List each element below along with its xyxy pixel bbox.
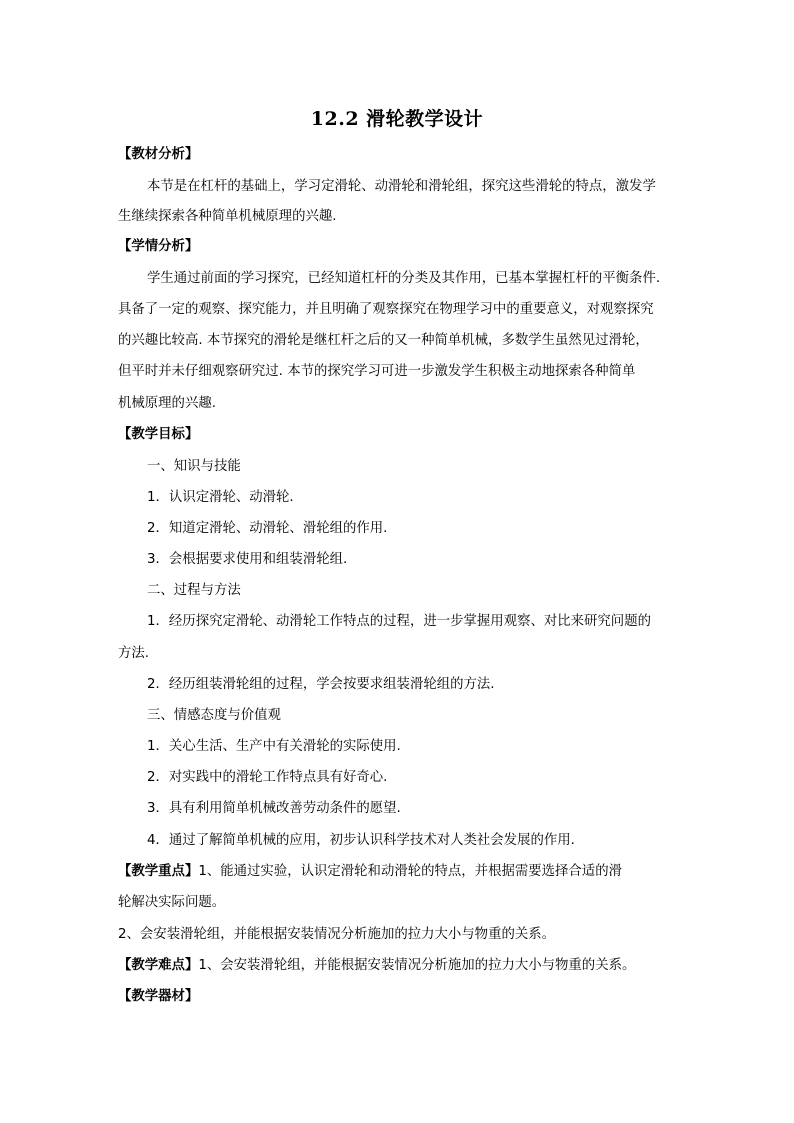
paragraph-line: 本节是在杠杆的基础上，学习定滑轮、动滑轮和滑轮组，探究这些滑轮的特点，激发学 [147,179,656,194]
paragraph-line: 2、会安装滑轮组，并能根据安装情况分析施加的拉力大小与物重的关系。 [118,927,556,942]
section-heading-equipment: 【教学器材】 [118,989,199,1004]
paragraph-line: 生继续探索各种简单机械原理的兴趣. [118,209,337,224]
objective-item: 3．会根据要求使用和组装滑轮组. [147,552,348,567]
paragraph-line: 具备了一定的观察、探究能力，并且明确了观察探究在物理学习中的重要意义，对观察探究 [118,302,654,317]
page-title: 12.2 滑轮教学设计 [310,108,484,130]
objective-item: 1．经历探究定滑轮、动滑轮工作特点的过程，进一步掌握用观察、对比来研究问题的 [147,614,651,629]
paragraph-line: 的兴趣比较高. 本节探究的滑轮是继杠杆之后的又一种简单机械，多数学生虽然见过滑轮， [118,333,649,348]
section-heading-key-points: 【教学重点】 [118,864,199,879]
objective-item: 2．经历组装滑轮组的过程，学会按要求组装滑轮组的方法. [147,677,495,692]
section-heading-objectives: 【教学目标】 [118,427,199,442]
paragraph-line: 轮解决实际问题。 [118,895,226,910]
objective-item: 1．认识定滑轮、动滑轮. [147,490,294,505]
objective-item: 2．知道定滑轮、动滑轮、滑轮组的作用. [147,521,388,536]
section-heading-difficulties: 【教学难点】 [118,958,199,973]
objective-item: 三、情感态度与价值观 [147,708,281,723]
objective-item: 3．具有利用简单机械改善劳动条件的愿望. [147,801,401,816]
difficulties-line [118,957,683,975]
paragraph-line: 机械原理的兴趣. [118,396,216,411]
objective-item: 二、过程与方法 [147,583,241,598]
objective-item: 2．对实践中的滑轮工作特点具有好奇心. [147,770,388,785]
section-heading-student-analysis: 【学情分析】 [118,239,199,254]
key-points-line [118,863,683,881]
paragraph-line: 学生通过前面的学习探究，已经知道杠杆的分类及其作用，已基本掌握杠杆的平衡条件. [147,271,661,286]
section-heading-material-analysis: 【教材分析】 [118,147,199,162]
objective-item: 方法. [118,646,150,661]
paragraph-line: 但平时并未仔细观察研究过. 本节的探究学习可进一步激发学生积极主动地探索各种简单 [118,364,636,379]
objective-item: 一、知识与技能 [147,459,241,474]
objective-item: 1．关心生活、生产中有关滑轮的实际使用. [147,739,401,754]
objective-item: 4．通过了解简单机械的应用，初步认识科学技术对人类社会发展的作用. [147,833,575,848]
difficulties-text: 1、会安装滑轮组，并能根据安装情况分析施加的拉力大小与物重的关系。 [198,958,636,973]
key-points-text: 1、能通过实验，认识定滑轮和动滑轮的特点，并根据需要选择合适的滑 [198,864,622,879]
